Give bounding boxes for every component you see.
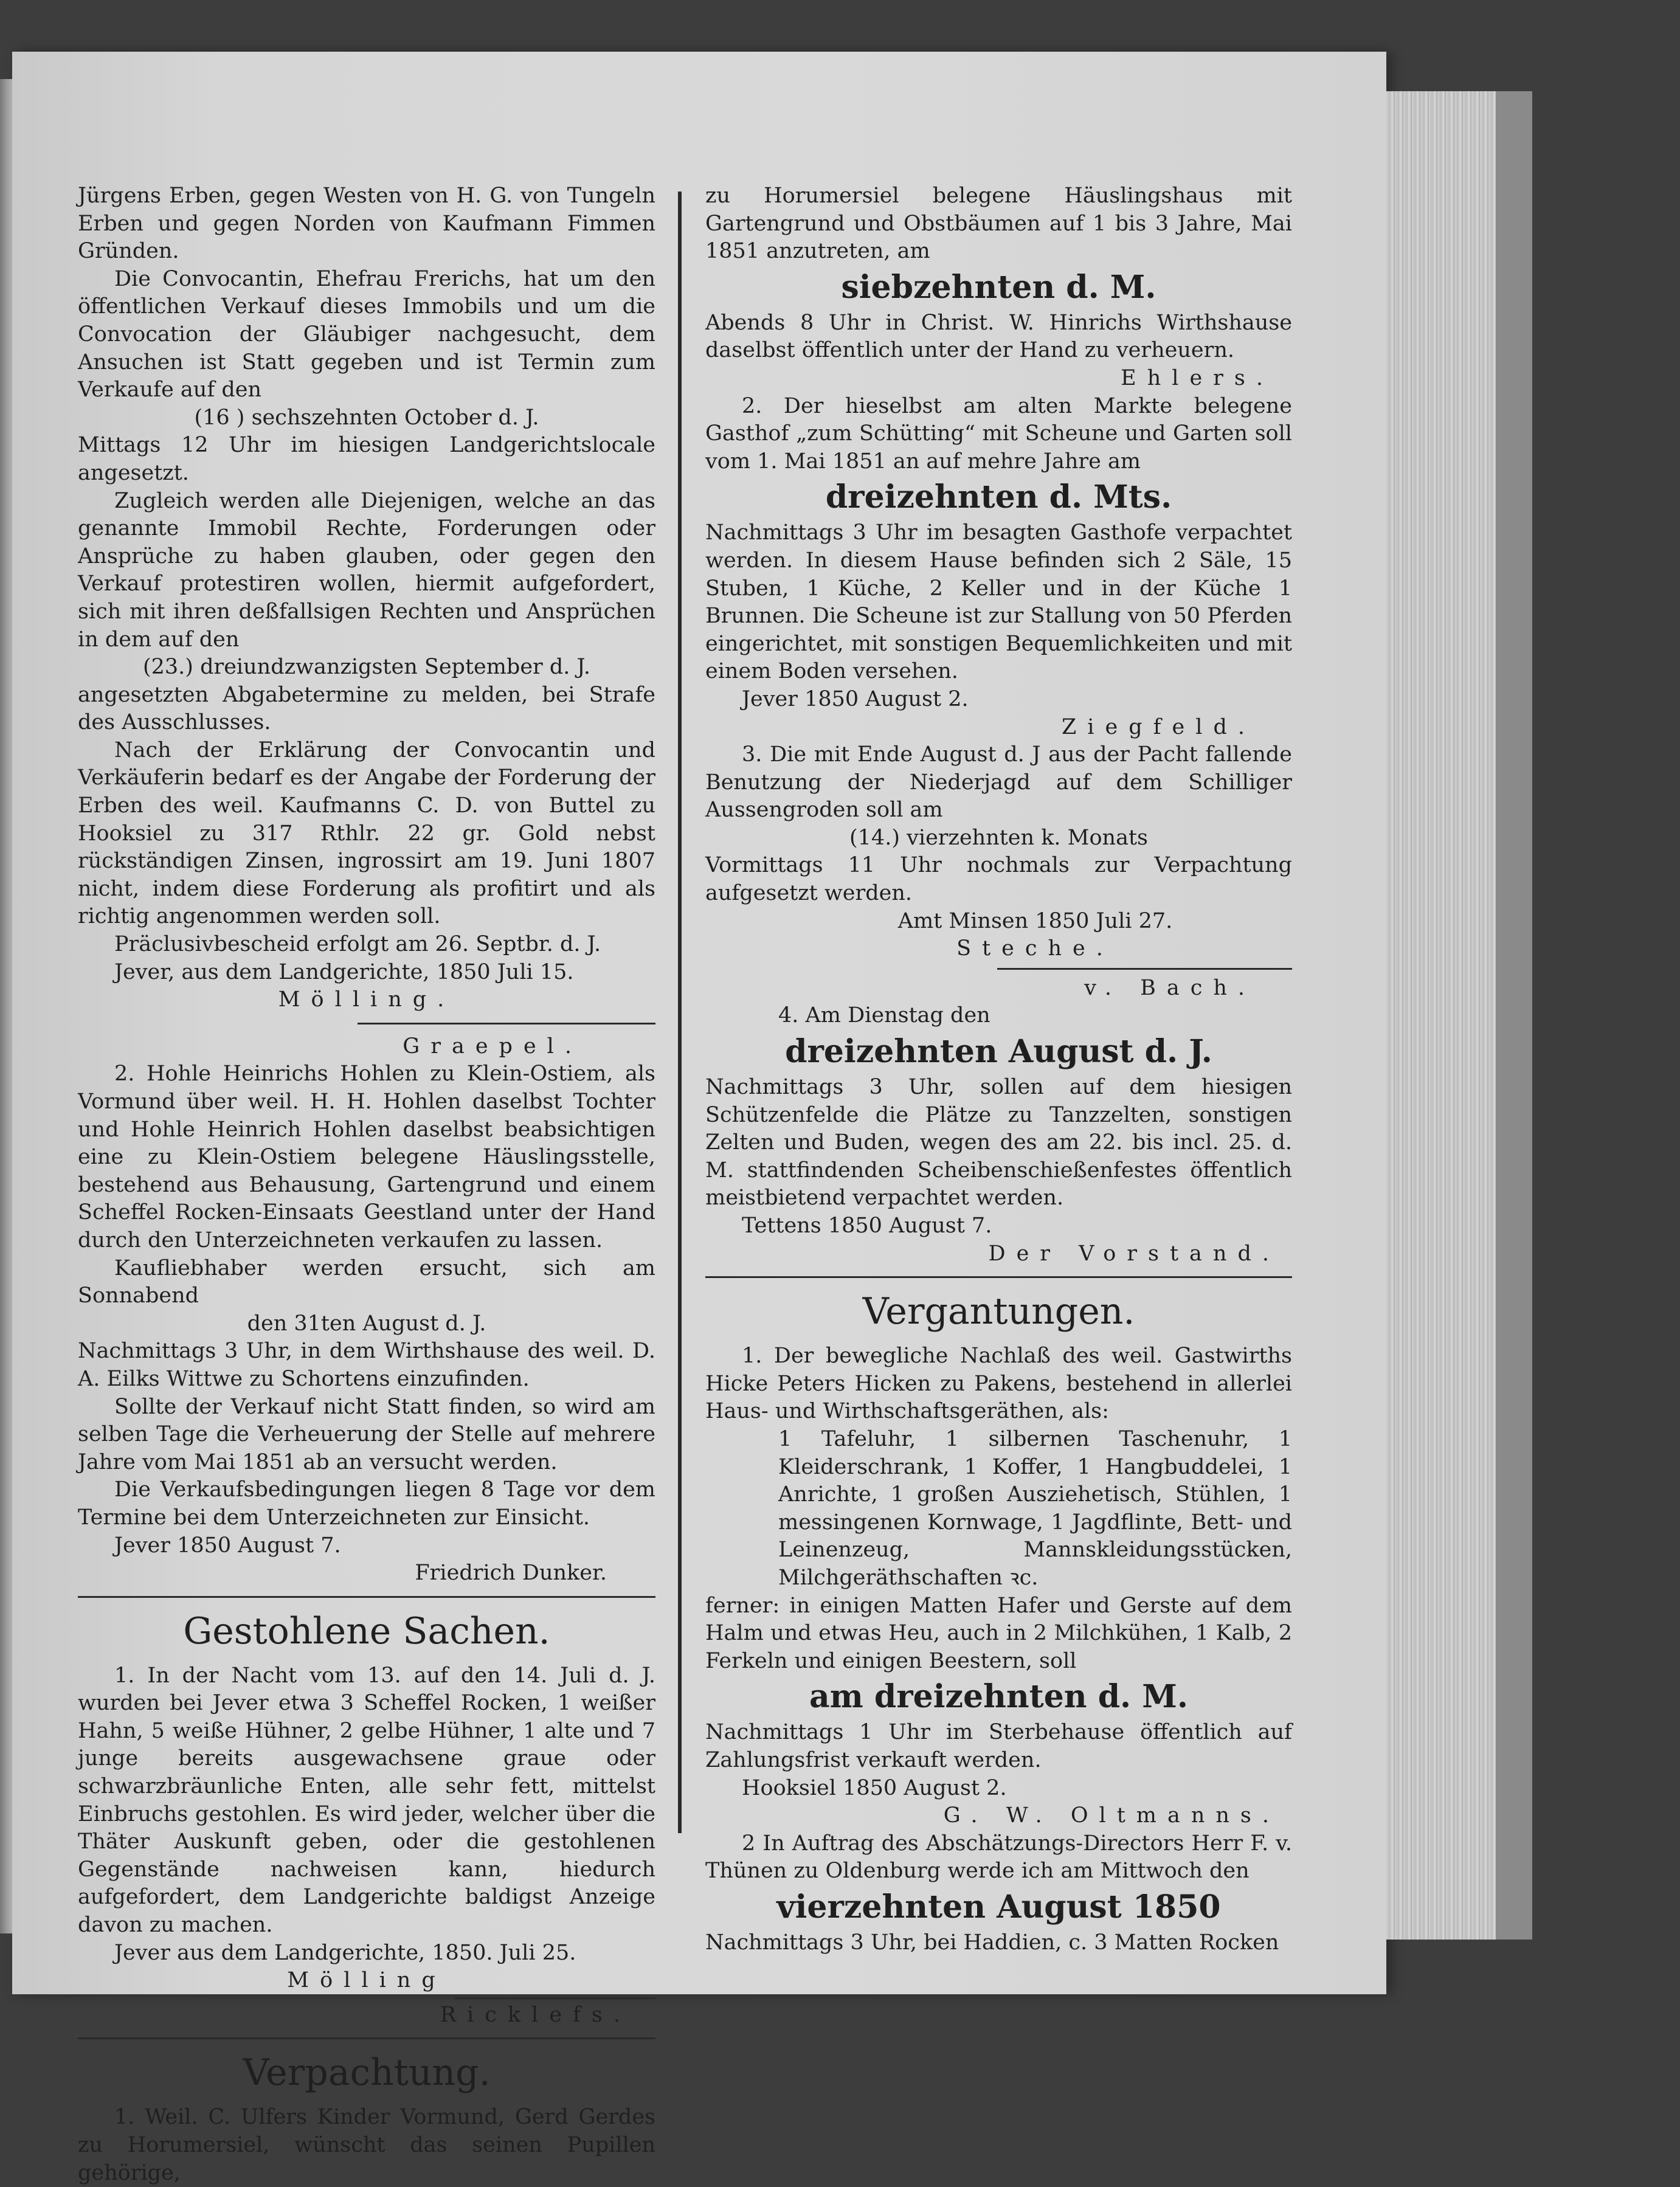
divider <box>78 2037 655 2039</box>
item-list: 1 Tafeluhr, 1 silbernen Taschenuhr, 1 Kleiderschrank, 1 Koffer, 1 Hangbuddelei, 1 Anrichte, 1 großen Ausziehetisch, Stühlen, 1 messingenen Kornwage, 1 Jagdflinte, Bett- und Leinenzeug, Mannskleidungsstücken, Milchgeräthschaften ꝛc. <box>778 1426 1292 1590</box>
divider <box>705 1276 1292 1278</box>
paragraph: 2. Hohle Heinrichs Hohlen zu Klein-Ostiem, als Vormund über weil. H. H. Hohlen daselbst Tochter und Hohle Heinrich Hohlen daselbst beabsichtigen eine zu Klein-Ostiem belegene Häuslingsstelle, bestehend aus Behausung, Gartengrund und einem Scheffel Rocken-Einsaats Geestland unter der Hand durch den Unterzeichneten verkaufen zu lassen. <box>78 1062 655 1252</box>
divider <box>78 1596 655 1598</box>
signature: Graepel. <box>403 1034 582 1059</box>
paragraph: Nachmittags 3 Uhr, in dem Wirthshause des weil. D. A. Eilks Wittwe zu Schortens einzufinden. <box>78 1339 655 1391</box>
paragraph: 2. Der hieselbst am alten Markte belegene Gasthof „zum Schütting“ mit Scheune und Garten soll vom 1. Mai 1851 an auf mehre Jahre am <box>705 393 1292 474</box>
paragraph: 4. Am Dienstag den <box>778 1003 990 1028</box>
paragraph: Die Verkaufsbedingungen liegen 8 Tage vor dem Termine bei dem Unterzeichneten zur Einsicht. <box>78 1477 655 1530</box>
paragraph: Sollte der Verkauf nicht Statt finden, so wird am selben Tage die Verheuerung der Stelle auf mehrere Jahre vom Mai 1851 ab an versucht werden. <box>78 1394 655 1474</box>
column-divider <box>678 192 682 1833</box>
paragraph: Abends 8 Uhr in Christ. W. Hinrichs Wirthshause daselbst öffentlich unter der Hand zu verheuern. <box>705 310 1292 363</box>
paragraph: Vormittags 11 Uhr nochmals zur Verpachtung aufgesetzt werden. <box>705 853 1292 906</box>
paragraph: Präclusivbescheid erfolgt am 26. Septbr. d. J. <box>114 932 601 957</box>
paragraph: 1. Der bewegliche Nachlaß des weil. Gastwirths Hicke Peters Hicken zu Pakens, bestehend in allerlei Haus- und Wirthschaftsgeräthen, als: <box>705 1344 1292 1424</box>
place-date: Jever 1850 August 2. <box>742 686 969 711</box>
signature: Der Vorstand. <box>988 1241 1280 1266</box>
paragraph: ferner: in einigen Matten Hafer und Gerste auf dem Halm und etwas Heu, auch in 2 Milchkühen, 1 Kalb, 2 Ferkeln und einigen Beestern, soll <box>705 1593 1292 1673</box>
paragraph: Zugleich werden alle Diejenigen, welche an das genannte Immobil Rechte, Forderungen oder Ansprüche zu haben glauben, oder gegen den Verkauf protestiren wollen, hiermit aufgefordert, sich mit ihren deßfallsigen Rechten und Ansprüchen in dem auf den <box>78 488 655 652</box>
date-heading: dreizehnten August d. J. <box>785 1033 1212 1071</box>
right-column <box>705 182 1292 1957</box>
signature: Steche. <box>956 936 1114 961</box>
divider <box>358 1023 655 1024</box>
date-line: den 31ten August d. J. <box>247 1311 486 1336</box>
book-cover-edge <box>1496 91 1532 1940</box>
section-heading-auctions: Vergantungen. <box>862 1290 1135 1333</box>
date-line: (16 ) sechszehnten October d. J. <box>194 405 539 430</box>
paragraph: zu Horumersiel belegene Häuslingshaus mit Gartengrund und Obstbäumen auf 1 bis 3 Jahre, Mai 1851 anzutreten, am <box>705 184 1292 264</box>
signature: Mölling. <box>278 987 455 1012</box>
section-heading-stolen: Gestohlene Sachen. <box>183 1609 550 1653</box>
signature: v. Bach. <box>1084 975 1256 1000</box>
paragraph: Jürgens Erben, gegen Westen von H. G. von Tungeln Erben und gegen Norden von Kaufmann Fimmen Gründen. <box>78 184 655 264</box>
paragraph: Kaufliebhaber werden ersucht, sich am Sonnabend <box>78 1256 655 1308</box>
paragraph: Nachmittags 3 Uhr, bei Haddien, c. 3 Matten Rocken <box>705 1930 1279 1955</box>
paragraph: Nach der Erklärung der Convocantin und Verkäuferin bedarf es der Angabe der Forderung der Erben des weil. Kaufmanns C. D. von Buttel zu Hooksiel zu 317 Rthlr. 22 gr. Gold nebst rückständigen Zinsen, ingrossirt am 19. Juni 1807 nicht, indem diese Forderung als profitirt und als richtig angenommen werden soll. <box>78 738 655 929</box>
paragraph: Nachmittags 1 Uhr im Sterbehause öffentlich auf Zahlungsfrist verkauft werden. <box>705 1720 1292 1772</box>
paragraph: 1. Weil. C. Ulfers Kinder Vormund, Gerd Gerdes zu Horumersiel, wünscht das seinen Pupillen gehörige, <box>78 2105 655 2185</box>
paragraph: Die Convocantin, Ehefrau Frerichs, hat um den öffentlichen Verkauf dieses Immobils und um die Convocation der Gläubiger nachgesucht, dem Ansuchen ist Statt gegeben und ist Termin zum Verkaufe auf den <box>78 266 655 403</box>
date-line: (14.) vierzehnten k. Monats <box>849 825 1148 850</box>
place-date: Jever 1850 August 7. <box>114 1533 341 1558</box>
date-heading: siebzehnten d. M. <box>841 268 1156 306</box>
date-heading: am dreizehnten d. M. <box>809 1678 1188 1716</box>
left-column <box>78 182 655 2187</box>
paragraph: 2 In Auftrag des Abschätzungs-Directors Herr F. v. Thünen zu Oldenburg werde ich am Mittwoch den <box>705 1831 1292 1884</box>
signature: Mölling <box>287 1968 446 1993</box>
signature: Friedrich Dunker. <box>415 1561 607 1586</box>
place-date: Hooksiel 1850 August 2. <box>742 1775 1007 1800</box>
paragraph: 1. In der Nacht vom 13. auf den 14. Juli d. J. wurden bei Jever etwa 3 Scheffel Rocken, 1 weißer Hahn, 5 weiße Hühner, 2 gelbe Hühner, 1 alte und 7 junge bereits ausgewachsene graue oder schwarzbräunliche Enten, alle sehr fett, mittelst Einbruchs gestohlen. Es wird jeder, welcher über die Thäter Auskunft geben, oder die gestohlenen Gegenstände nachweisen kann, hiedurch aufgefordert, dem Landgerichte baldigst Anzeige davon zu machen. <box>78 1663 655 1938</box>
place-date: Tettens 1850 August 7. <box>742 1214 992 1238</box>
place-date: Jever aus dem Landgerichte, 1850. Juli 25. <box>114 1940 576 1965</box>
signature: G. W. Oltmanns. <box>943 1803 1280 1828</box>
paragraph: Mittags 12 Uhr im hiesigen Landgerichtslocale angesetzt. <box>78 433 655 485</box>
date-heading: vierzehnten August 1850 <box>776 1888 1221 1926</box>
signature: Ziegfeld. <box>1061 714 1256 739</box>
paragraph: 3. Die mit Ende August d. J aus der Pacht fallende Benutzung der Niederjagd auf dem Schilliger Aussengroden soll am <box>705 742 1292 823</box>
divider <box>455 1997 655 1999</box>
place-date: Amt Minsen 1850 Juli 27. <box>897 908 1173 933</box>
place-date: Jever, aus dem Landgerichte, 1850 Juli 15. <box>114 959 574 984</box>
section-heading-lease: Verpachtung. <box>243 2051 491 2095</box>
paragraph: Nachmittags 3 Uhr, sollen auf dem hiesigen Schützenfelde die Plätze zu Tanzzelten, sonstigen Zelten und Buden, wegen des am 22. bis incl. 25. d. M. stattfindenden Scheibenschießenfestes öffentlich meistbietend verpachtet werden. <box>705 1075 1292 1211</box>
date-heading: dreizehnten d. Mts. <box>825 479 1172 516</box>
divider <box>997 968 1292 970</box>
paragraph: Nachmittags 3 Uhr im besagten Gasthofe verpachtet werden. In diesem Hause befinden sich 2 Säle, 15 Stuben, 1 Küche, 2 Keller und in der Küche 1 Brunnen. Die Scheune ist zur Stallung von 50 Pferden eingerichtet, mit sonstigen Bequemlichkeiten und mit einem Boden versehen. <box>705 520 1292 684</box>
paragraph: angesetzten Abgabetermine zu melden, bei Strafe des Ausschlusses. <box>78 682 655 735</box>
signature: Ricklefs. <box>440 2002 631 2027</box>
signature: Ehlers. <box>1121 365 1274 390</box>
date-line: (23.) dreiundzwanzigsten September d. J. <box>142 655 590 680</box>
